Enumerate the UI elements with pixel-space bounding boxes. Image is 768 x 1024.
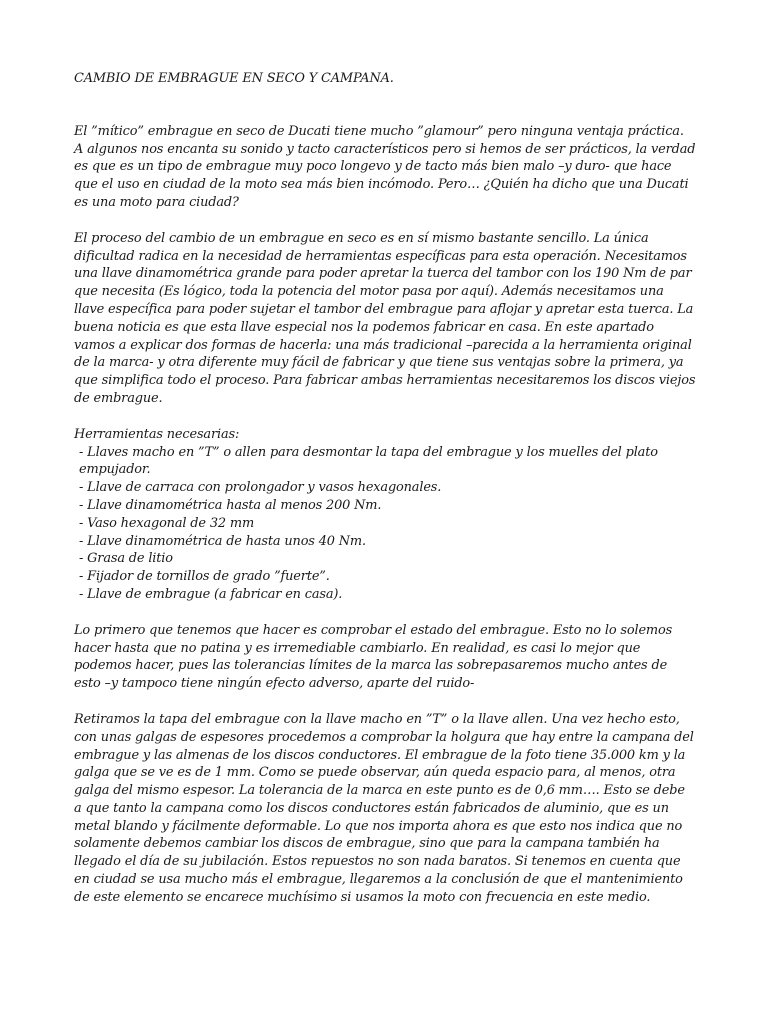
tools-heading: Herramientas necesarias: xyxy=(74,426,240,442)
paragraph-removal: Retiramos la tapa del embrague con la llave macho en ”T” o la llave allen. Una vez hecho esto, con unas galgas de espesores procedemos a comprobar la holgura que hay entre la campana del embrague y las almenas de los discos conductores. El embrague de la foto tiene 35.000 km y la galga que se ve es de 1 mm. Como se puede observar, aún queda espacio para, al menos, otra galga del mismo espesor. La tolerancia de la marca en este punto es de 0,6 mm…. Esto se debe a que tanto la campana como los discos conductores están fabricados de aluminio, que es un metal blando y fácilmente deformable. Lo que nos importa ahora es que esto nos indica que no solamente debemos cambiar los discos de embrague, sino que para la campana también ha llegado el día de su jubilación. Estos repuestos no son nada baratos. Si tenemos en cuenta que en ciudad se usa mucho más el embrague, llegaremos a la conclusión de que el mantenimiento de este elemento se encarece muchísimo si usamos la moto con frecuencia en este medio. xyxy=(74,711,694,905)
tool-item: - Fijador de tornillos de grado ”fuerte”. xyxy=(79,569,330,585)
document-body xyxy=(74,70,696,925)
tool-item: - Grasa de litio xyxy=(79,551,173,567)
paragraph-process: El proceso del cambio de un embrague en seco es en sí mismo bastante sencillo. La única dificultad radica en la necesidad de herramientas específicas para esta operación. Necesitamos una llave dinamométrica grande para poder apretar la tuerca del tambor con los 190 Nm de par que necesita (Es lógico, toda la potencia del motor pasa por aquí). Además necesitamos una llave específica para poder sujetar el tambor del embrague para aflojar y apretar esta tuerca. La buena noticia es que esta llave especial nos la podemos fabricar en casa. En este apartado vamos a explicar dos formas de hacerla: una más tradicional –parecida a la herramienta original de la marca- y otra diferente muy fácil de fabricar y que tiene sus ventajas sobre la primera, ya que simplifica todo el proceso. Para fabricar ambas herramientas necesitaremos los discos viejos de embrague. xyxy=(74,230,696,406)
tool-item: - Llave dinamométrica hasta al menos 200 Nm. xyxy=(79,497,382,513)
tool-item: - Llave dinamométrica de hasta unos 40 Nm. xyxy=(79,533,366,549)
tools-section xyxy=(74,426,696,604)
tool-item: - Llave de carraca con prolongador y vasos hexagonales. xyxy=(79,480,442,496)
tool-item: - Llaves macho en ”T” o allen para desmontar la tapa del embrague y los muelles del plato empujador. xyxy=(79,444,658,478)
paragraph-check: Lo primero que tenemos que hacer es comprobar el estado del embrague. Esto no lo solemos hacer hasta que no patina y es irremediable cambiarlo. En realidad, es casi lo mejor que podemos hacer, pues las tolerancias límites de la marca las sobrepasaremos mucho antes de esto –y tampoco tiene ningún efecto adverso, aparte del ruido- xyxy=(74,622,673,692)
tools-list xyxy=(74,444,696,604)
tool-item: - Vaso hexagonal de 32 mm xyxy=(79,515,255,531)
document-title: CAMBIO DE EMBRAGUE EN SECO Y CAMPANA. xyxy=(74,71,394,86)
paragraph-intro: El ”mítico” embrague en seco de Ducati tiene mucho ”glamour” pero ninguna ventaja práctica. A algunos nos encanta su sonido y tacto característicos pero si hemos de ser prácticos, la verdad es que es un tipo de embrague muy poco longevo y de tacto más bien malo –y duro- que hace que el uso en ciudad de la moto sea más bien incómodo. Pero… ¿Quién ha dicho que una Ducati es una moto para ciudad? xyxy=(74,123,696,210)
tool-item: - Llave de embrague (a fabricar en casa). xyxy=(79,586,343,602)
